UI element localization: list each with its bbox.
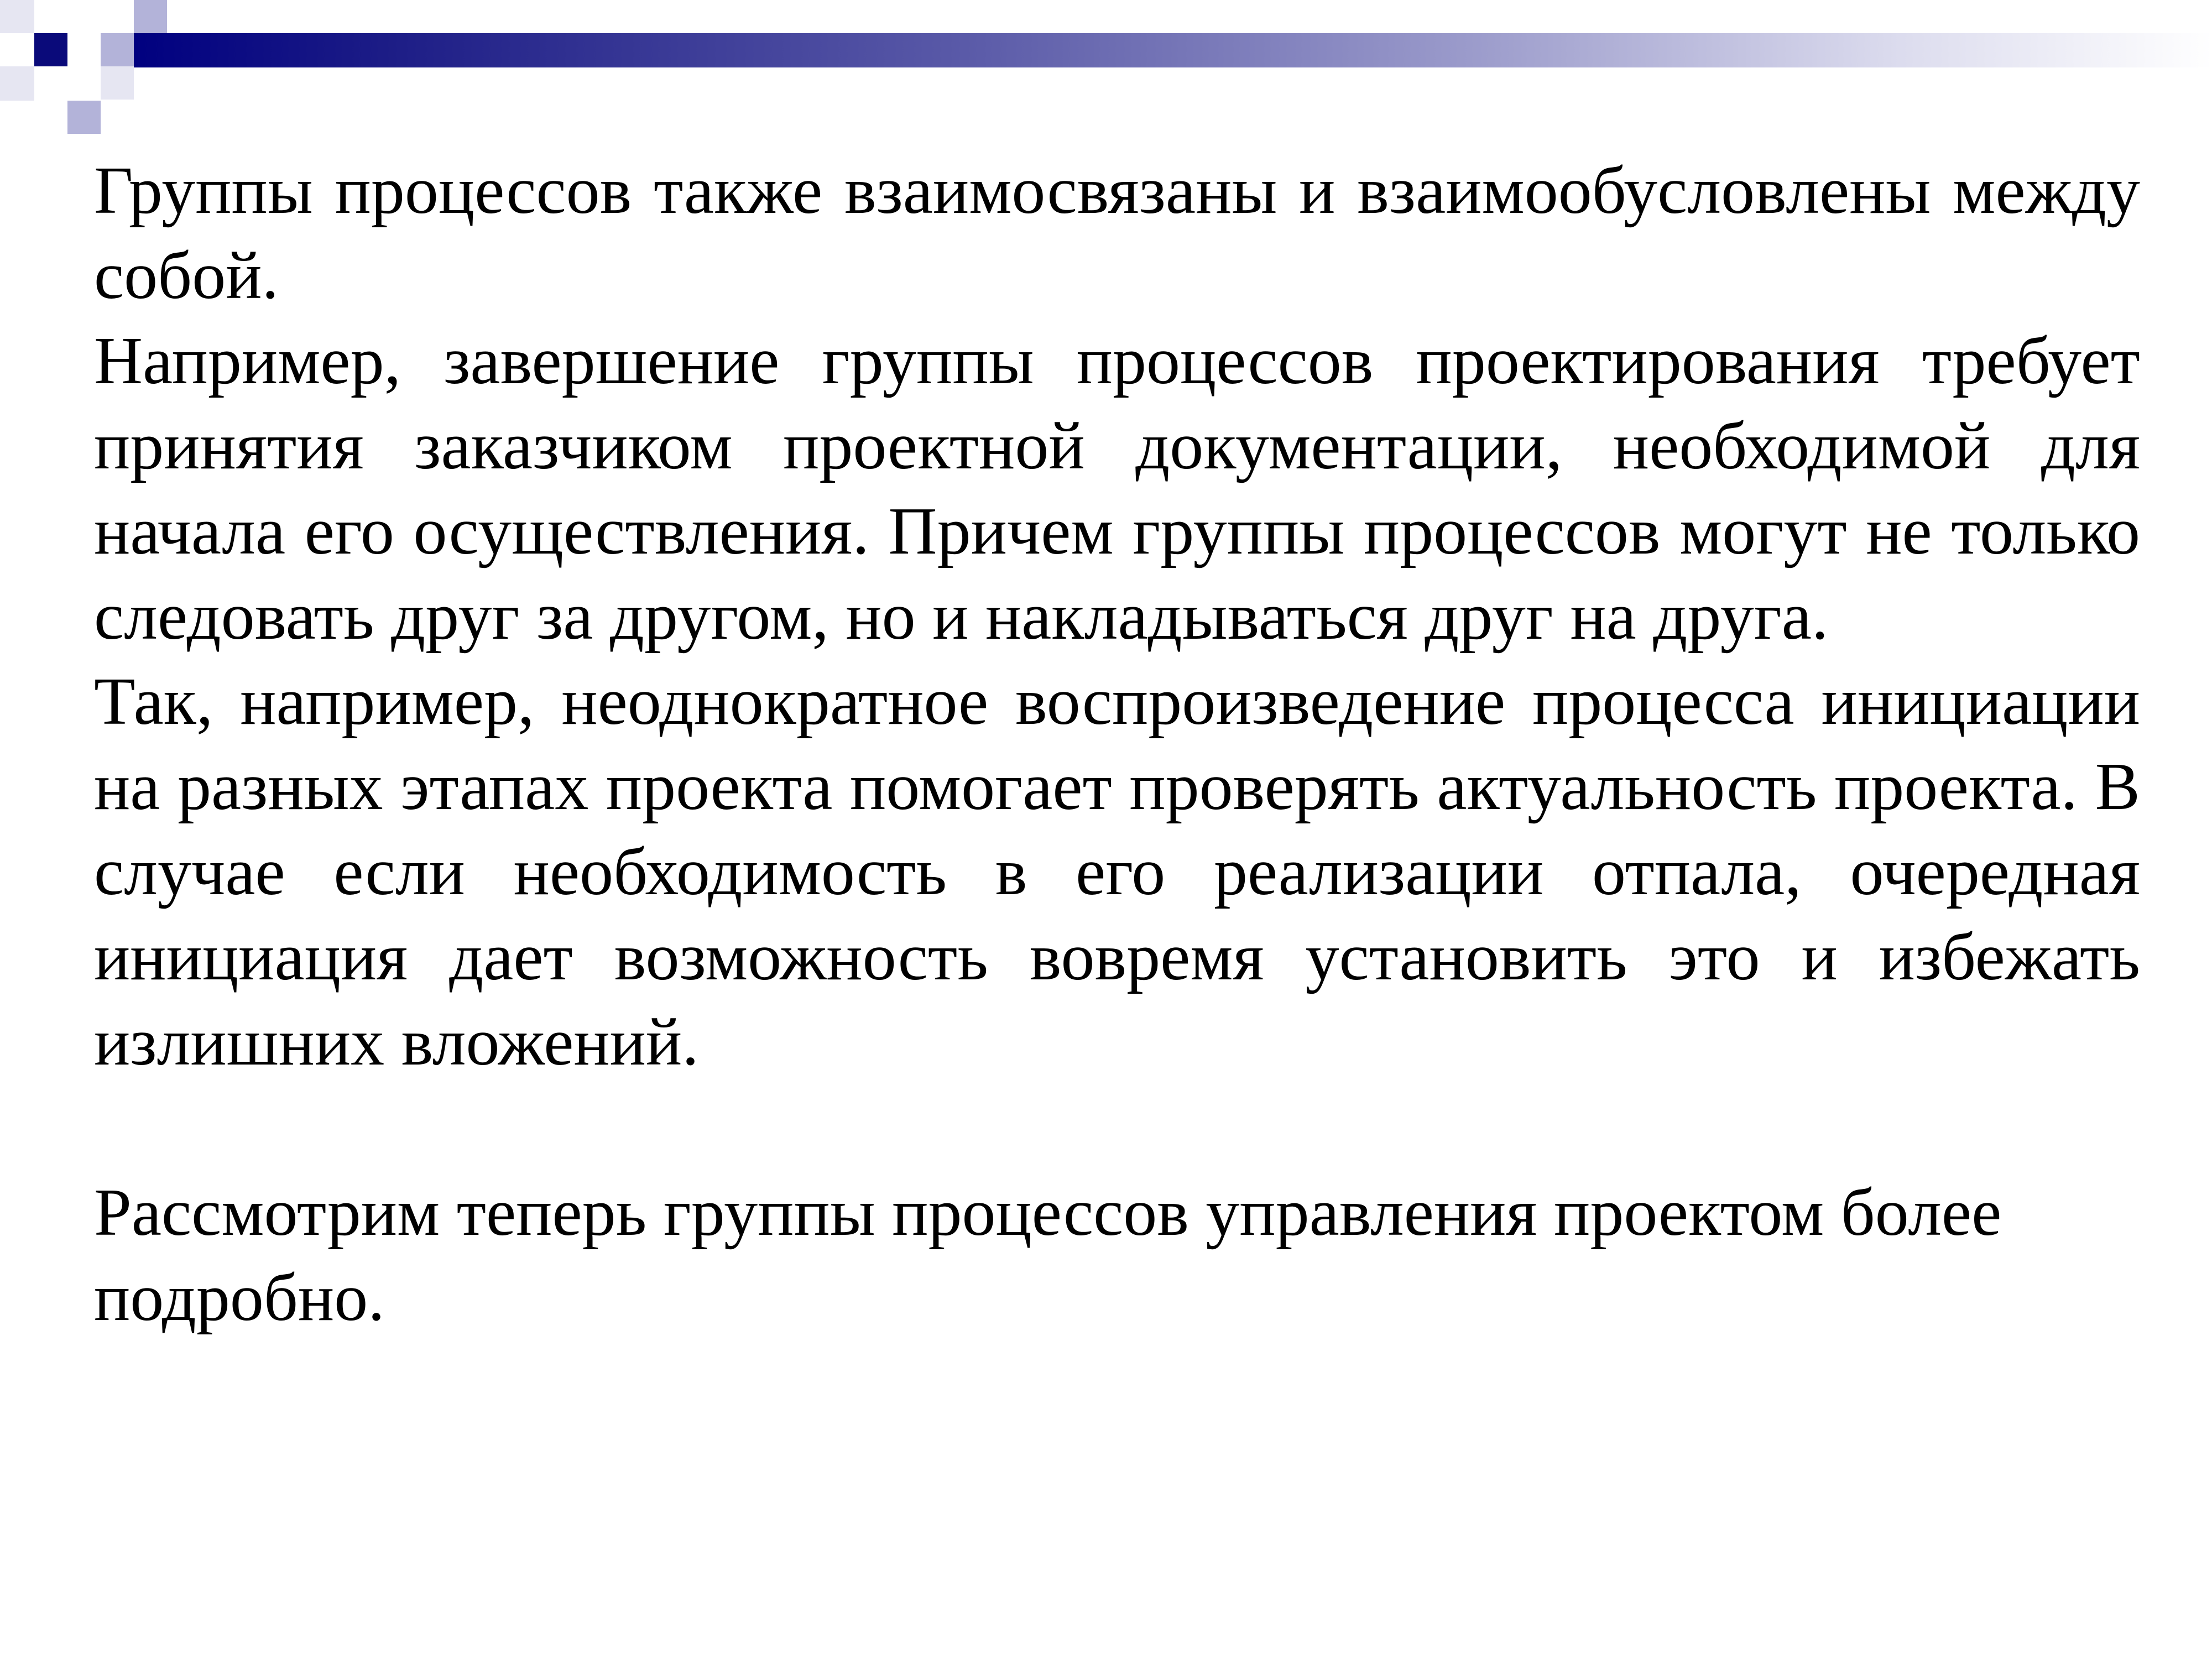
decor-square [0, 0, 34, 33]
slide-body [94, 148, 2140, 1340]
decor-square [134, 0, 167, 33]
decor-square [101, 66, 134, 100]
decor-square [0, 66, 34, 101]
decor-square [34, 33, 67, 66]
paragraph-3: Так, например, неоднократное воспроизведение процесса инициации на разных этапах проекта помогает проверять актуальность проекта. В случае если необходимость в его реализации отпала, очередная инициация дает возможность вовремя установить это и избежать излишних вложений. [94, 664, 2140, 1079]
header-gradient-bar [134, 33, 2212, 67]
closing-paragraph: Рассмотрим теперь группы процессов управления проектом более подробно. [94, 1175, 2002, 1335]
paragraph-2: Например, завершение группы процессов проектирования требует принятия заказчиком проектной документации, необходимой для начала его осуществления. Причем группы процессов могут не только следовать друг за другом, но и накладываться друг на друга. [94, 324, 2140, 654]
paragraph-1: Группы процессов также взаимосвязаны и взаимообусловлены между собой. [94, 153, 2140, 313]
decor-square [67, 101, 101, 134]
decor-square [101, 33, 134, 66]
